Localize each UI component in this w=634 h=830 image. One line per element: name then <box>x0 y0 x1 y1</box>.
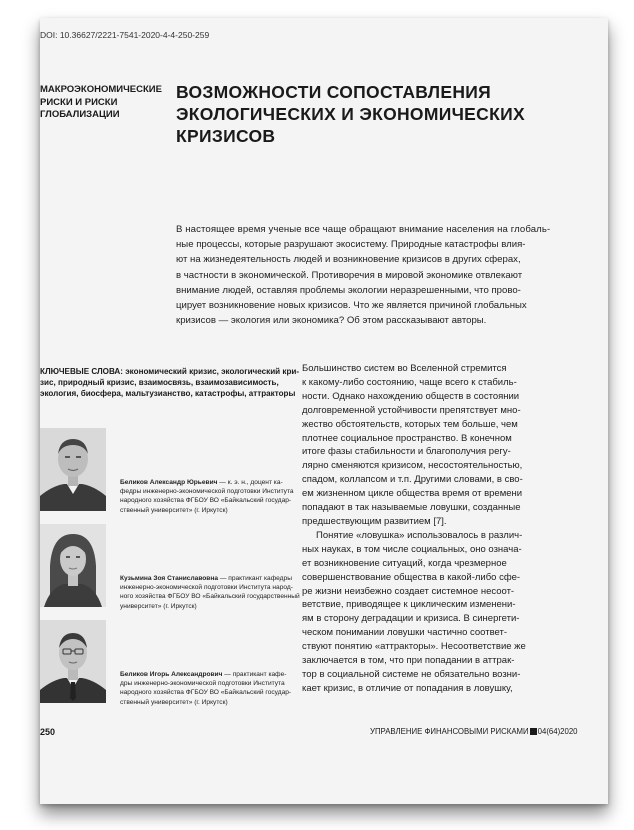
body-line: итоге фазы стабильности и благополучия регу- <box>302 446 511 458</box>
body-line: предшествующим развитием [7]. <box>302 515 447 527</box>
keywords <box>40 366 302 399</box>
author-detail: ственный университет» (г. Иркутск) <box>120 698 228 706</box>
article-title <box>176 81 556 147</box>
author-detail: народного хозяйства ФГБОУ ВО «Байкальский государ- <box>120 689 292 697</box>
author-photo <box>40 620 106 703</box>
body-line: ветствие, приводящее к циклическим изменени- <box>302 599 516 611</box>
journal-footer <box>370 727 578 736</box>
title-line: КРИЗИСОВ <box>176 126 276 146</box>
body-line: ям в сторону деградации и кризиса. В синергети- <box>302 613 520 625</box>
body-line: ности. Однако нахождению обществ в состоянии <box>302 390 520 402</box>
body-line: жество обстоятельств, которых тем больше, чем <box>302 418 518 430</box>
page-number: 250 <box>40 727 56 737</box>
abstract-line: кризисов — экология или экономика? Об этом рассказывают авторы. <box>176 315 487 327</box>
author-info <box>120 670 310 707</box>
body-line: Понятие «ловушка» использовалось в различ- <box>316 529 523 541</box>
section-line: РИСКИ И РИСКИ <box>40 96 118 108</box>
body-line: ных науках, в том числе социальных, оно означа- <box>302 543 522 555</box>
section-line: МАКРОЭКОНОМИЧЕСКИЕ <box>40 84 162 95</box>
abstract-line: В настоящее время ученые все чаще обращают внимание населения на глобаль- <box>176 224 551 235</box>
keywords-line: экология, биосфера, мальтузианство, катастрофы, аттракторы <box>40 389 296 398</box>
author-info <box>120 574 310 611</box>
body-line: кает кризис, в отличие от попадания в ловушку, <box>302 682 513 694</box>
body-line: спадом, коллапсом и т.п. Другими словами, в сво- <box>302 474 523 486</box>
author-detail: дры инженерно-экономической подготовки Института <box>120 680 285 688</box>
author-detail: — практикант кафе- <box>222 671 287 678</box>
author-name: Кузьмина Зоя Станиславовна <box>120 575 219 582</box>
author-detail: ного хозяйства ФГБОУ ВО «Байкальский государственный <box>120 593 300 601</box>
author-photo <box>40 428 106 511</box>
author-detail: инженерно-экономической подготовки Института народ- <box>120 584 293 592</box>
author-detail: университет» (г. Иркутск) <box>120 602 197 610</box>
body-text <box>302 362 564 696</box>
abstract-line: ют на жизнедеятельность людей и возникновение кризисов в других сферах, <box>176 254 521 266</box>
body-line: попадают в так называемые ловушки, созданные <box>302 502 521 514</box>
body-line: ет возникновение ситуаций, когда чрезмерное <box>302 557 507 569</box>
abstract-line: в частности в экономической. Противоречия в мировой экономике отвлекают <box>176 269 523 281</box>
body-line: заключается в том, что при попадании в аттрак- <box>302 655 515 667</box>
body-line: долговременной устойчивости препятствует мно- <box>302 404 521 416</box>
body-line: ем жизненном цикле общества время от времени <box>302 488 523 500</box>
journal-name: УПРАВЛЕНИЕ ФИНАНСОВЫМИ РИСКАМИ <box>370 727 529 736</box>
abstract-line: ные процессы, которые разрушают экосистему. Природные катастрофы влия- <box>176 239 526 251</box>
author-info <box>120 478 310 515</box>
body-line: к какому-либо состоянию, чаще всего к стабиль- <box>302 376 517 388</box>
body-line: Большинство систем во Вселенной стремится <box>302 363 507 374</box>
author-detail: народного хозяйства ФГБОУ ВО «Байкальский государ- <box>120 497 292 505</box>
author-name: Беликов Александр Юрьевич <box>120 479 218 486</box>
author-detail: — практикант кафедры <box>218 575 292 582</box>
author-name: Беликов Игорь Александрович <box>120 671 223 678</box>
title-line: ЭКОЛОГИЧЕСКИХ И ЭКОНОМИЧЕСКИХ <box>176 104 525 124</box>
body-line: ре жизни неизбежно создает системное несоот- <box>302 585 515 597</box>
title-line: ВОЗМОЖНОСТИ СОПОСТАВЛЕНИЯ <box>176 82 492 102</box>
journal-issue: 04(64)2020 <box>537 727 578 736</box>
author-detail: федры инженерно-экономической подготовки Института <box>120 488 294 496</box>
author-detail: ственный университет» (г. Иркутск) <box>120 506 228 514</box>
body-line: лярно сменяются кризисом, несостоятельностью, <box>302 460 523 472</box>
abstract <box>176 222 556 328</box>
body-line: тор в социальной системе не обязательно возни- <box>302 668 521 680</box>
body-line: совершенствование общества в какой-либо сфе- <box>302 571 521 583</box>
author-detail: — к. э. н., доцент ка- <box>217 479 283 486</box>
section-heading <box>40 84 170 122</box>
doi: DOI: 10.36627/2221-7541-2020-4-4-250-259 <box>40 30 210 40</box>
author-photo <box>40 524 106 607</box>
keywords-line: КЛЮЧЕВЫЕ СЛОВА: экономический кризис, экологический кри- <box>40 367 300 376</box>
square-bullet-icon <box>530 728 537 735</box>
body-line: плотнее социальное пространство. В конечном <box>302 432 512 444</box>
body-line: ствуют понятию «аттракторы». Несоответствие же <box>302 641 526 653</box>
body-line: ческом понимании ловушки частично соответ- <box>302 627 507 639</box>
keywords-line: зис, природный кризис, взаимосвязь, взаимозависимость, <box>40 378 279 387</box>
abstract-line: внимание людей, оставляя проблемы экологии неразрешенными, что прово- <box>176 284 521 296</box>
section-line: ГЛОБАЛИЗАЦИИ <box>40 109 120 120</box>
abstract-line: цирует возникновение новых кризисов. Что же является причиной глобальных <box>176 300 527 312</box>
